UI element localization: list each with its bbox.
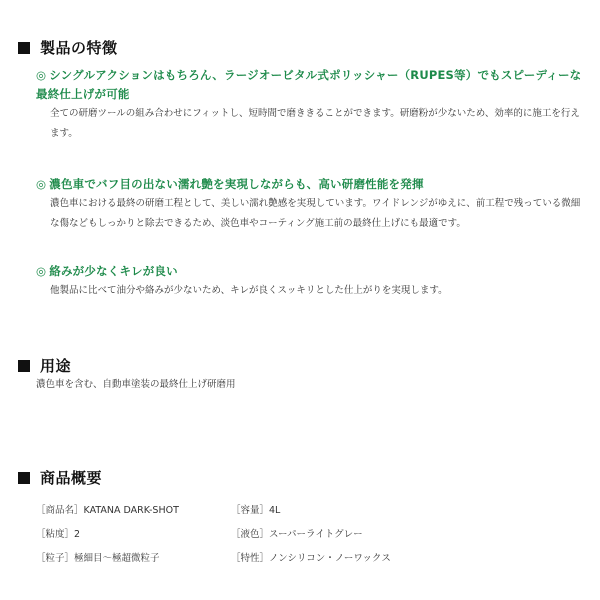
heading-square-icon — [18, 360, 30, 372]
spec-properties: ［特性］ノンシリコン・ノーワックス — [231, 553, 391, 564]
usage-text: 濃色車を含む、自動車塗装の最終仕上げ研磨用 — [36, 379, 236, 390]
spec-viscosity: ［粘度］2 — [36, 529, 81, 540]
feature-title — [36, 262, 588, 281]
double-circle-icon: ◎ — [36, 264, 47, 278]
features-heading-text: 製品の特徴 — [40, 39, 118, 57]
heading-square-icon — [18, 42, 30, 54]
feature-item-1 — [36, 66, 588, 144]
spec-product-name: ［商品名］KATANA DARK-SHOT — [36, 505, 179, 516]
overview-heading-text: 商品概要 — [40, 469, 103, 487]
feature-description: 全ての研磨ツールの組み合わせにフィットし、短時間で磨ききることができます。研磨粉が少ないため、効率的に施工を行えます。 — [50, 108, 580, 139]
feature-item-3 — [36, 262, 588, 301]
spec-row — [36, 521, 556, 545]
feature-item-2 — [36, 175, 588, 234]
double-circle-icon: ◎ — [36, 68, 47, 82]
feature-title-text: 濃色車でバフ目の出ない濡れ艶を実現しながらも、高い研磨性能を発揮 — [49, 177, 424, 191]
spec-row — [36, 545, 556, 569]
spec-row — [36, 497, 556, 521]
feature-title-text: シングルアクションはもちろん、ラージオービタル式ポリッシャー（RUPES等）でもスピーディーな最終仕上げが可能 — [36, 68, 582, 101]
overview-heading — [18, 467, 102, 488]
features-heading — [18, 37, 118, 58]
usage-heading — [18, 355, 71, 376]
spec-capacity: ［容量］4L — [231, 505, 281, 516]
feature-title — [36, 175, 588, 194]
usage-heading-text: 用途 — [40, 357, 72, 375]
feature-title-text: 絡みが少なくキレが良い — [49, 264, 178, 278]
feature-description: 濃色車における最終の研磨工程として、美しい濡れ艶感を実現しています。ワイドレンジがゆえに、前工程で残っている微細な傷などもしっかりと除去できるため、淡色車やコーティング施工前の最終仕上げにも最適です。 — [50, 198, 581, 229]
spec-table — [36, 497, 556, 569]
heading-square-icon — [18, 472, 30, 484]
spec-liquid-color: ［液色］スーパーライトグレー — [231, 529, 363, 540]
feature-description: 他製品に比べて油分や絡みが少ないため、キレが良くスッキリとした仕上がりを実現します。 — [50, 285, 448, 296]
double-circle-icon: ◎ — [36, 177, 47, 191]
feature-title — [36, 66, 588, 104]
spec-particle: ［粒子］極細目〜極超微粒子 — [36, 553, 160, 564]
